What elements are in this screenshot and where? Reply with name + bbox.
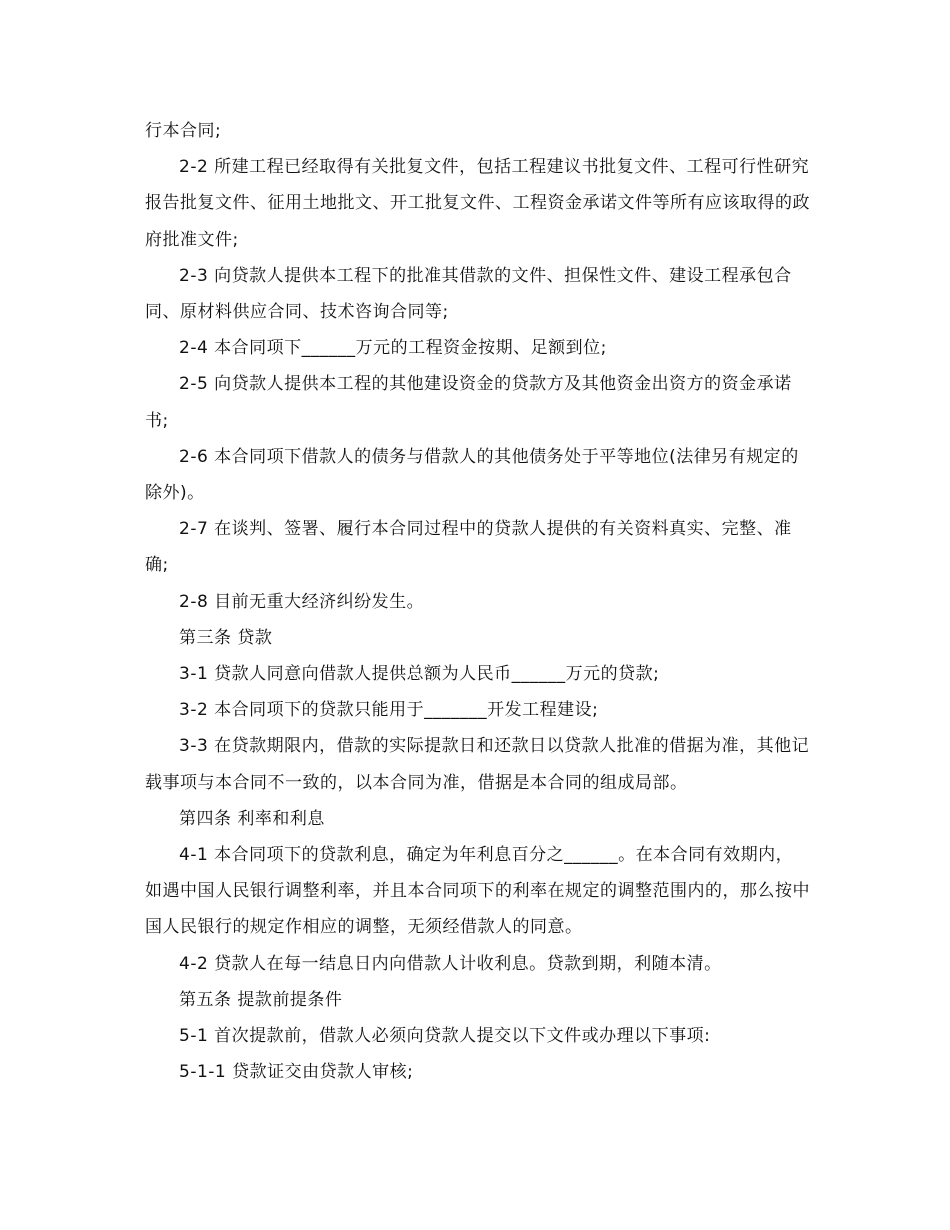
clause-2-5: 2-5 向贷款人提供本工程的其他建设资金的贷款方及其他资金出资方的资金承诺书; xyxy=(145,374,792,431)
clause-2-6: 2-6 本合同项下借款人的债务与借款人的其他债务处于平等地位(法律另有规定的除外)。 xyxy=(145,446,799,504)
clause-5-1-1: 5-1-1 贷款证交由贷款人审核; xyxy=(179,1062,414,1083)
clause-2-2: 2-2 所建工程已经取得有关批复文件，包括工程建议书批复文件、工程可行性研究报告批复文件、征用土地批文、开工批复文件、工程资金承诺文件等所有应该取得的政府批准文件; xyxy=(145,157,810,250)
clause-2-4: 2-4 本合同项下______万元的工程资金按期、足额到位; xyxy=(179,338,607,359)
clause-2-8: 2-8 目前无重大经济纠纷发生。 xyxy=(179,591,425,612)
paragraph-continuation: 行本合同; xyxy=(145,121,222,141)
clause-2-7: 2-7 在谈判、签署、履行本合同过程中的贷款人提供的有关资料真实、完整、准确; xyxy=(145,519,792,576)
clause-2-3: 2-3 向贷款人提供本工程下的批准其借款的文件、担保性文件、建设工程承包合同、原材料供应合同、技术咨询合同等; xyxy=(145,265,792,323)
clause-5-1: 5-1 首次提款前，借款人必须向贷款人提交以下文件或办理以下事项: xyxy=(179,1026,711,1047)
article-5-heading: 第五条 提款前提条件 xyxy=(179,989,343,1010)
clause-3-1: 3-1 贷款人同意向借款人提供总额为人民币______万元的贷款; xyxy=(179,664,660,685)
article-3-heading: 第三条 贷款 xyxy=(179,627,273,648)
clause-4-1: 4-1 本合同项下的贷款利息，确定为年利息百分之______。在本合同有效期内，如遇中国人民银行调整利率，并且本合同项下的利率在规定的调整范围内的，那么按中国人民银行的规定作相应的调整，无须经借款人的同意。 xyxy=(145,845,810,938)
article-4-heading: 第四条 利率和利息 xyxy=(179,808,325,829)
clause-3-2: 3-2 本合同项下的贷款只能用于_______开发工程建设; xyxy=(179,700,599,721)
clause-3-3: 3-3 在贷款期限内，借款的实际提款日和还款日以贷款人批准的借据为准，其他记载事项与本合同不一致的，以本合同为准，借据是本合同的组成局部。 xyxy=(145,736,810,793)
clause-4-2: 4-2 贷款人在每一结息日内向借款人计收利息。贷款到期，利随本清。 xyxy=(179,953,722,974)
document-body xyxy=(145,113,810,1090)
